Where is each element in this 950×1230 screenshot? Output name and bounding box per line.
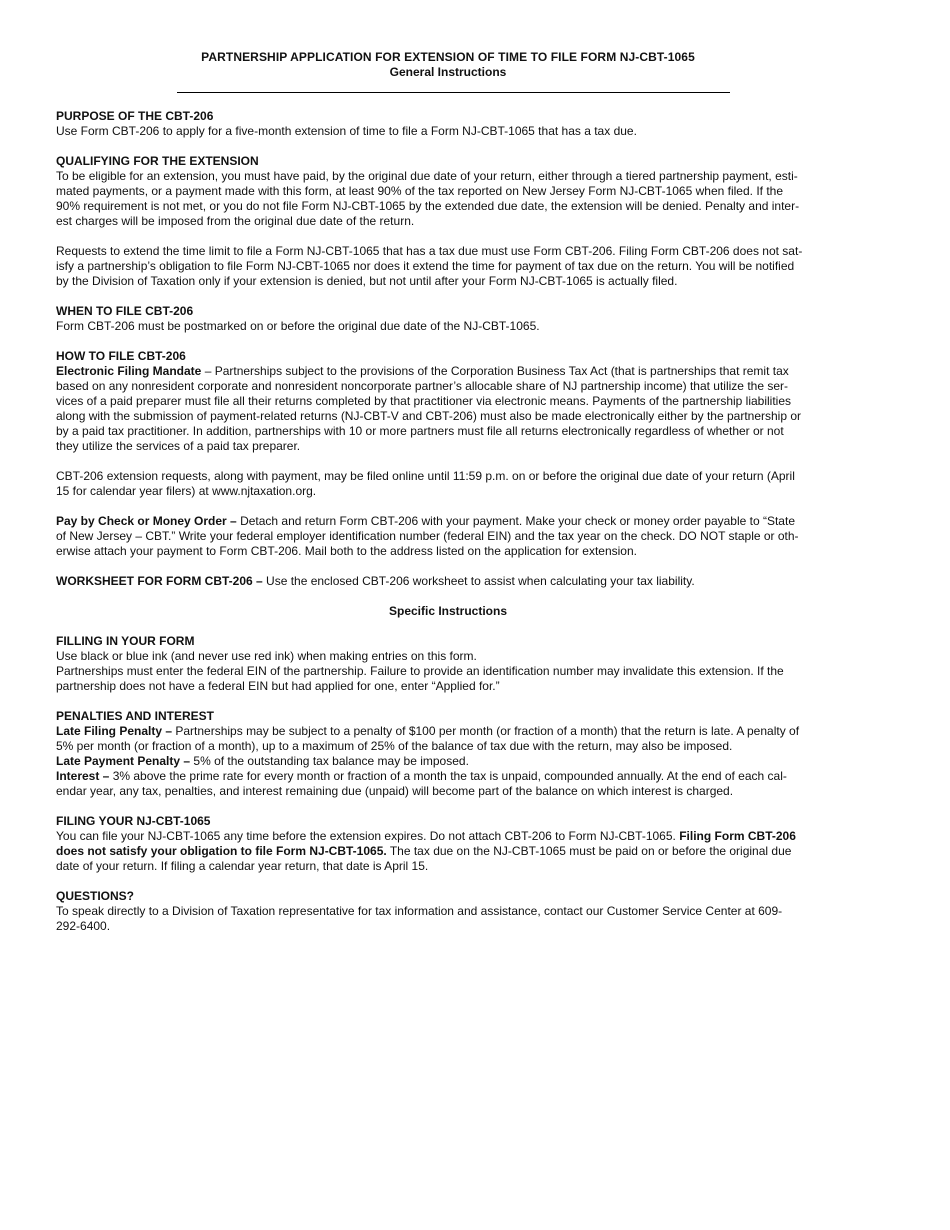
online-line: CBT-206 extension requests, along with payment, may be filed online until 11:59 p.m. on or before the original due date of your return (April (56, 469, 795, 483)
specific-instructions-heading: Specific Instructions (388, 604, 508, 618)
worksheet-line: WORKSHEET FOR FORM CBT-206 – Use the enclosed CBT-206 worksheet to assist when calculating your tax liability. (56, 574, 695, 588)
qualifying-heading: QUALIFYING FOR THE EXTENSION (56, 154, 259, 168)
filing-return-line: does not satisfy your obligation to file Form NJ-CBT-1065. The tax due on the NJ-CBT-1065 must be paid on or before the original due (56, 844, 792, 858)
late-payment-label: Late Payment Penalty – (56, 754, 191, 768)
qualifying-line: To be eligible for an extension, you must have paid, by the original due date of your return, either through a tiered partnership payment, esti- (56, 169, 798, 183)
document-title: PARTNERSHIP APPLICATION FOR EXTENSION OF TIME TO FILE FORM NJ-CBT-1065 (201, 50, 695, 64)
title-block (56, 50, 840, 80)
check-line: erwise attach your payment to Form CBT-206. Mail both to the address listed on the application for extension. (56, 544, 637, 558)
purpose-heading: PURPOSE OF THE CBT-206 (56, 109, 214, 123)
title-divider (177, 92, 730, 93)
document-subtitle: General Instructions (389, 65, 507, 79)
filing-return-heading: FILING YOUR NJ-CBT-1065 (56, 814, 211, 828)
questions-line: 292-6400. (56, 919, 111, 933)
worksheet-label: WORKSHEET FOR FORM CBT-206 – (56, 574, 263, 588)
late-filing-label: Late Filing Penalty – (56, 724, 173, 738)
mandate-line: Electronic Filing Mandate – Partnerships subject to the provisions of the Corporation Business Tax Act (that is partnerships that remit tax (56, 364, 789, 378)
mandate-line: vices of a paid preparer must file all their returns completed by that practitioner via electronic means. Payments of the partnership liabilities (56, 394, 792, 408)
online-line: 15 for calendar year filers) at www.njtaxation.org. (56, 484, 317, 498)
interest-label: Interest – (56, 769, 110, 783)
mandate-line: based on any nonresident corporate and nonresident noncorporate partner’s allocable share of NJ partnership income) that utilize the ser- (56, 379, 788, 393)
filling-line: partnership does not have a federal EIN but had applied for one, enter “Applied for.” (56, 679, 500, 693)
penalties-heading: PENALTIES AND INTEREST (56, 709, 215, 723)
when-to-file-text: Form CBT-206 must be postmarked on or before the original due date of the NJ-CBT-1065. (56, 319, 540, 333)
questions-line: To speak directly to a Division of Taxation representative for tax information and assistance, contact our Customer Service Center at 609- (56, 904, 783, 918)
questions-heading: QUESTIONS? (56, 889, 135, 903)
late-payment-line: Late Payment Penalty – 5% of the outstanding tax balance may be imposed. (56, 754, 469, 768)
how-to-file-heading: HOW TO FILE CBT-206 (56, 349, 186, 363)
mandate-label: Electronic Filing Mandate (56, 364, 202, 378)
interest-line: Interest – 3% above the prime rate for every month or fraction of a month the tax is unpaid, compounded annually. At the end of each cal- (56, 769, 787, 783)
qualifying-line: mated payments, or a payment made with this form, at least 90% of the tax reported on New Jersey Form NJ-CBT-1065 when filed. If the (56, 184, 783, 198)
instructions-body (56, 109, 840, 934)
late-filing-line: Late Filing Penalty – Partnerships may be subject to a penalty of $100 per month (or fraction of a month) that the return is late. A penalty of (56, 724, 800, 738)
qualifying-line: 90% requirement is not met, or you do not file Form NJ-CBT-1065 by the extended due date, the extension will be denied. Penalty and inter- (56, 199, 800, 213)
check-line: Pay by Check or Money Order – Detach and return Form CBT-206 with your payment. Make your check or money order payable to “State (56, 514, 795, 528)
check-line: of New Jersey – CBT.” Write your federal employer identification number (federal EIN) and the tax year on the check. DO NOT staple or oth- (56, 529, 799, 543)
filling-heading: FILLING IN YOUR FORM (56, 634, 195, 648)
mandate-line: they utilize the services of a paid tax preparer. (56, 439, 301, 453)
purpose-text: Use Form CBT-206 to apply for a five-month extension of time to file a Form NJ-CBT-1065 that has a tax due. (56, 124, 637, 138)
mandate-line: along with the submission of payment-related returns (NJ-CBT-V and CBT-206) must also be made electronically either by the partnership or (56, 409, 802, 423)
interest-line: endar year, any tax, penalties, and interest remaining due (unpaid) will become part of the balance on which interest is charged. (56, 784, 734, 798)
mandate-line: by a paid tax practitioner. In addition, partnerships with 10 or more partners must file all returns electronically regardless of whether or not (56, 424, 784, 438)
filing-return-line: You can file your NJ-CBT-1065 any time before the extension expires. Do not attach CBT-206 to Form NJ-CBT-1065. Filing Form CBT-206 (56, 829, 796, 843)
qualifying-line: Requests to extend the time limit to file a Form NJ-CBT-1065 that has a tax due must use Form CBT-206. Filing Form CBT-206 does not sat- (56, 244, 803, 258)
check-label: Pay by Check or Money Order – (56, 514, 237, 528)
filling-line: Partnerships must enter the federal EIN of the partnership. Failure to provide an identification number may invalidate this extension. If the (56, 664, 784, 678)
late-filing-line: 5% per month (or fraction of a month), up to a maximum of 25% of the balance of tax due with the return, may also be imposed. (56, 739, 733, 753)
qualifying-line: by the Division of Taxation only if your extension is denied, but not until after your Form NJ-CBT-1065 is actually filed. (56, 274, 678, 288)
filing-return-line: date of your return. If filing a calendar year return, that date is April 15. (56, 859, 429, 873)
filling-line: Use black or blue ink (and never use red ink) when making entries on this form. (56, 649, 477, 663)
qualifying-line: isfy a partnership’s obligation to file Form NJ-CBT-1065 nor does it extend the time for payment of tax due on the return. You will be notified (56, 259, 795, 273)
qualifying-line: est charges will be imposed from the original due date of the return. (56, 214, 415, 228)
when-to-file-heading: WHEN TO FILE CBT-206 (56, 304, 194, 318)
